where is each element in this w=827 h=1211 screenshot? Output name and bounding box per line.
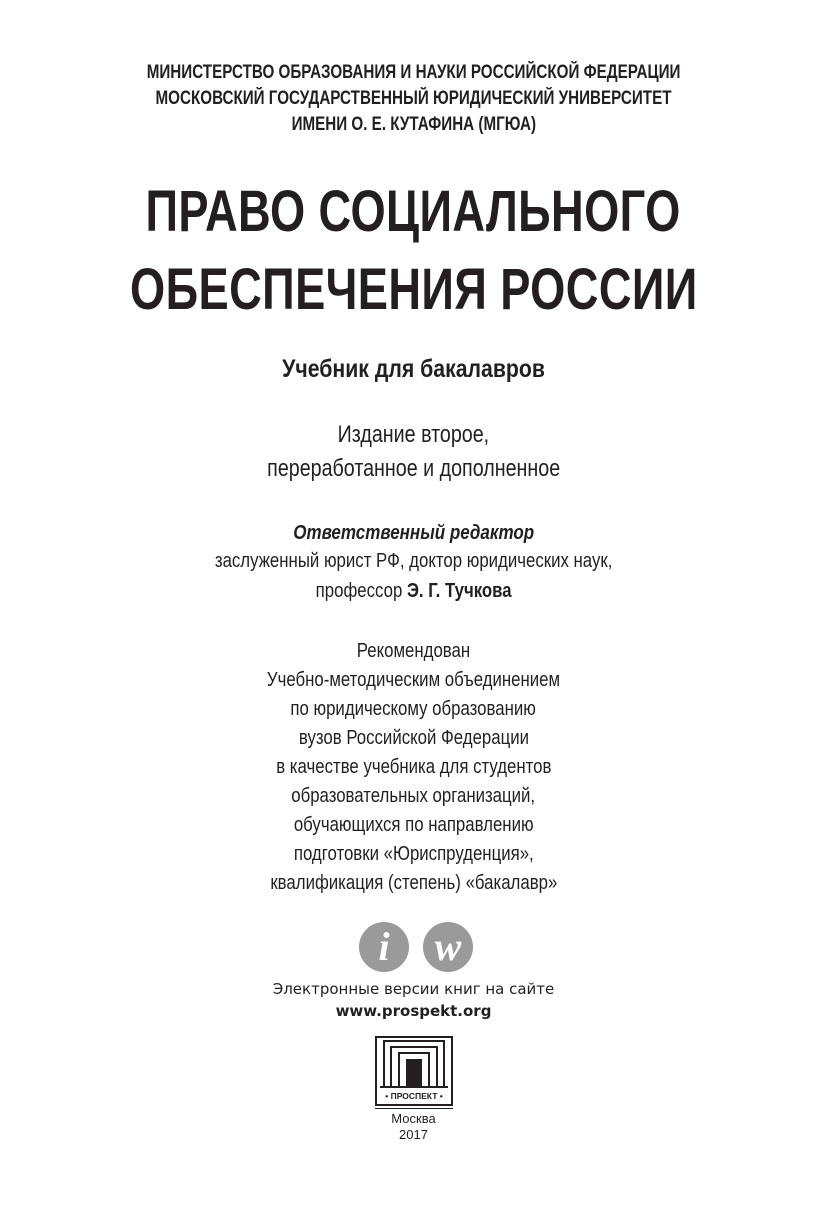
university-name-line: ИМЕНИ О. Е. КУТАФИНА (МГЮА) xyxy=(291,114,536,135)
book-title-line-2: ОБЕСПЕЧЕНИЯ РОССИИ xyxy=(129,257,698,322)
editor-name: Э. Г. Тучкова xyxy=(406,580,512,602)
book-subtitle: Учебник для бакалавров xyxy=(282,355,545,383)
electronic-badges xyxy=(359,922,475,974)
publisher-logo-label: • ПРОСПЕКТ • xyxy=(385,1091,443,1101)
edition-line-2: переработанное и дополненное xyxy=(267,455,560,482)
recommendation-line: подготовки «Юриспруденция», xyxy=(293,843,534,865)
editor-name-line xyxy=(0,578,827,605)
recommendation-line: Учебно-методическим объединением xyxy=(266,669,561,691)
publication-year: 2017 xyxy=(399,1127,428,1142)
recommendation-line: образовательных организаций, xyxy=(291,785,536,807)
recommendation-line: обучающихся по направлению xyxy=(293,814,534,836)
publisher-logo xyxy=(375,1036,453,1106)
university-line: МОСКОВСКИЙ ГОСУДАРСТВЕННЫЙ ЮРИДИЧЕСКИЙ УНИВЕРСИТЕТ xyxy=(155,88,672,109)
logo-divider xyxy=(375,1108,453,1109)
editor-title-prefix: профессор xyxy=(315,580,403,602)
ministry-line: МИНИСТЕРСТВО ОБРАЗОВАНИЯ И НАУКИ РОССИЙСКОЙ ФЕДЕРАЦИИ xyxy=(146,62,681,83)
info-badge-icon: i xyxy=(359,922,409,972)
electronic-caption: Электронные версии книг на сайте xyxy=(272,980,555,998)
editor-credentials: заслуженный юрист РФ, доктор юридических наук, xyxy=(214,550,613,572)
prospekt-logo-icon xyxy=(375,1036,453,1106)
editor-role: Ответственный редактор xyxy=(293,522,534,544)
book-title-line-1: ПРАВО СОЦИАЛЬНОГО xyxy=(145,179,682,244)
website-link[interactable]: www.prospekt.org xyxy=(335,1002,492,1020)
recommendation-line: по юридическому образованию xyxy=(290,698,537,720)
recommendation-line: вузов Российской Федерации xyxy=(298,727,529,749)
recommendation-line: Рекомендован xyxy=(356,640,471,662)
web-badge-icon: w xyxy=(423,922,473,972)
publisher-city: Москва xyxy=(391,1111,436,1126)
recommendation-line: в качестве учебника для студентов xyxy=(275,756,552,778)
recommendation-line: квалификация (степень) «бакалавр» xyxy=(270,872,557,894)
edition-line-1: Издание второе, xyxy=(337,421,490,448)
